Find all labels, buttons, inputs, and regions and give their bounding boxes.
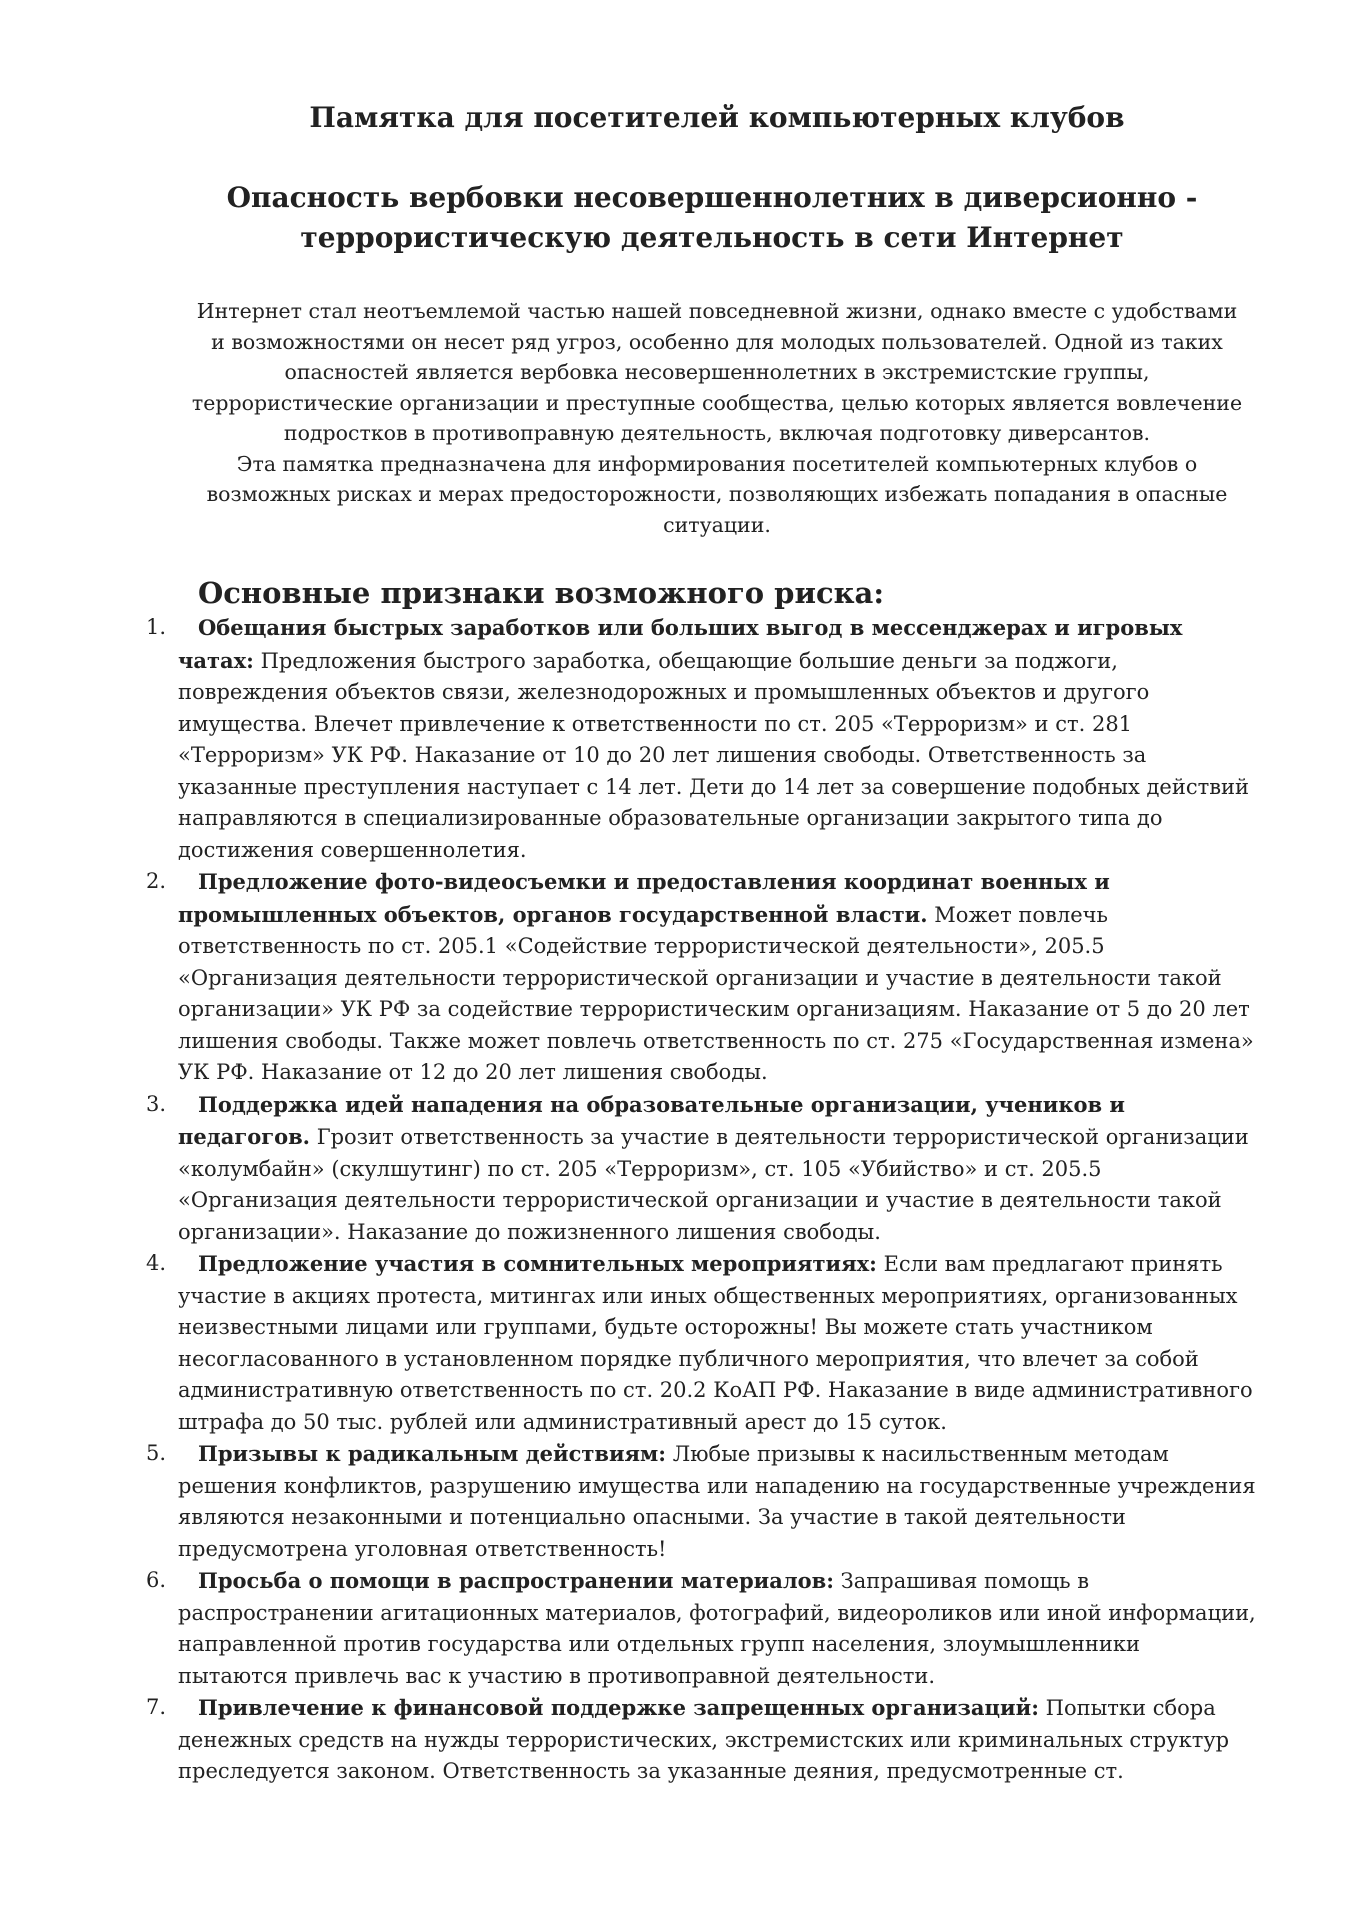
list-item-number: 3. [146,1091,167,1116]
list-item-heading: Обещания быстрых заработков или больших выгод в мессенджерах и игровых чатах: [178,615,1183,673]
intro-paragraph: Эта памятка предназначена для информирования посетителей компьютерных клубов о возможных рисках и мерах предосторожности, позволяющих избежать попадания в опасные ситуации. [206,451,1228,537]
list-item [146,1248,1256,1438]
intro-paragraph: Интернет стал неотъемлемой частью нашей повседневной жизни, однако вместе с удобствами и возможностями он несет ряд угроз, особенно для молодых пользователей. Одной из таких опасностей является вербовка несовершеннолетних в экстремистские группы, террористические организации и преступные сообщества, целью которых является вовлечение подростков в противоправную деятельность, включая подготовку диверсантов. [191,299,1243,445]
list-item-number: 2. [146,869,167,893]
list-item [146,866,1256,1089]
list-item-text: Грозит ответственность за участие в деятельности террористической организации «колумбайн» (скулшутинг) по ст. 205 «Терроризм», ст. 105 «Убийство» и ст. 205.5 «Организация деятельности террористической организации и участие в деятельности такой организации». Наказание до пожизненного лишения свободы. [178,1125,1249,1244]
list-item-number: 5. [146,1441,167,1465]
list-item-heading: Просьба о помощи в распространении материалов: [198,1568,834,1593]
list-item-text: Запрашивая помощь в распространении агитационных материалов, фотографий, видеороликов или иной информации, направленной против государства или отдельных групп населения, злоумышленники пытаются привлечь вас к участию в противоправной деятельности. [178,1569,1256,1688]
document-subtitle: Опасность вербовки несовершеннолетних в диверсионно - террористическую деятельность в сети Интернет [226,181,1198,254]
list-item [146,1089,1256,1249]
list-item [146,1565,1256,1692]
document-title: Памятка для посетителей компьютерных клубов [309,101,1125,134]
list-item-text: Если вам предлагают принять участие в акциях протеста, митингах или иных общественных мероприятиях, организованных неизвестными лицами или группами, будьте осторожны! Вы можете стать участником несогласованного в установленном порядке публичного мероприятия, что влечет за собой административную ответственность по ст. 20.2 КоАП РФ. Наказание в виде административного штрафа до 50 тыс. рублей или административный арест до 15 суток. [178,1252,1253,1434]
list-item-number: 6. [146,1568,167,1592]
risk-list [148,612,1256,1788]
section-heading: Основные признаки возможного риска: [198,576,885,610]
intro-section [148,296,1256,540]
list-item-heading: Призывы к радикальным действиям: [198,1441,667,1466]
list-item-heading: Поддержка идей нападения на образовательные организации, учеников и педагогов. [178,1091,1125,1149]
list-item [146,1438,1256,1565]
list-item-number: 4. [146,1251,167,1275]
list-item-text: Может повлечь ответственность по ст. 205.1 «Содействие террористической деятельности», 205.5 «Организация деятельности террористической организации и участие в деятельности такой организации» УК РФ за содействие террористическим организациям. Наказание от 5 до 20 лет лишения свободы. Также может повлечь ответственность по ст. 275 «Государственная измена» УК РФ. Наказание от 12 до 20 лет лишения свободы. [178,902,1254,1084]
list-item-heading: Привлечение к финансовой поддержке запрещенных организаций: [198,1695,1039,1720]
list-item-text: Любые призывы к насильственным методам решения конфликтов, разрушению имущества или нападению на государственные учреждения являются незаконными и потенциально опасными. За участие в такой деятельности предусмотрена уголовная ответственность! [178,1442,1256,1561]
list-item [146,1692,1256,1788]
list-item-heading: Предложение фото-видеосъемки и предоставления координат военных и промышленных объектов, органов государственной власти. [178,869,1110,927]
list-item-text: Попытки сбора денежных средств на нужды террористических, экстремистских или криминальных структур преследуется законом. Ответственность за указанные деяния, предусмотренные ст. [178,1696,1230,1783]
list-item-heading: Предложение участия в сомнительных мероприятиях: [198,1251,877,1276]
list-item-number: 7. [146,1695,167,1719]
list-item [146,612,1256,866]
list-item-text: Предложения быстрого заработка, обещающие большие деньги за поджоги, повреждения объектов связи, железнодорожных и промышленных объектов и другого имущества. Влечет привлечение к ответственности по ст. 205 «Терроризм» и ст. 281 «Терроризм» УК РФ. Наказание от 10 до 20 лет лишения свободы. Ответственность за указанные преступления наступает с 14 лет. Дети до 14 лет за совершение подобных действий направляются в специализированные образовательные организации закрытого типа до достижения совершеннолетия. [178,648,1250,862]
list-item-number: 1. [146,615,167,639]
